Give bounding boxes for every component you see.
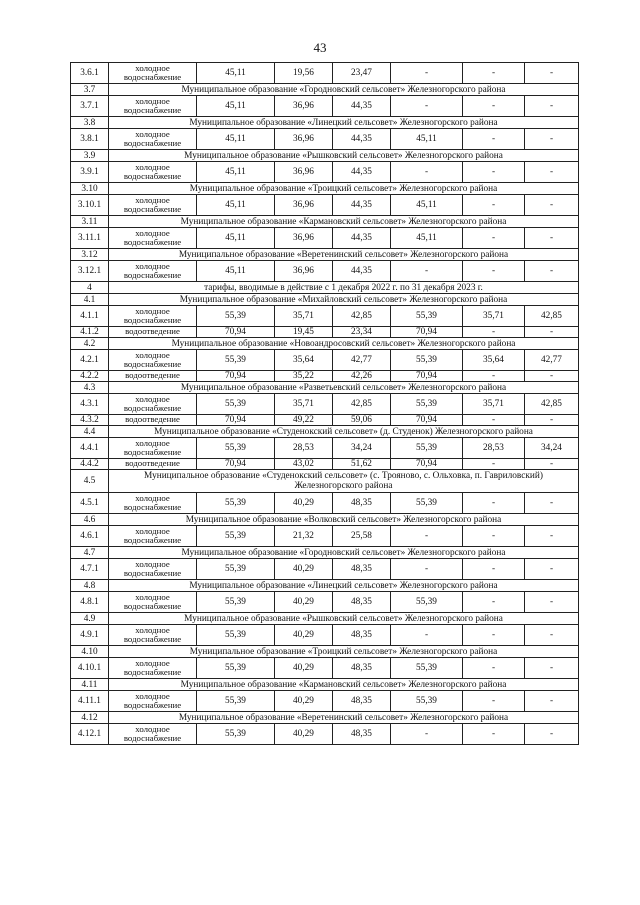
tariff-value-cell: 44,35 bbox=[333, 228, 391, 249]
row-code: 3.8.1 bbox=[71, 129, 109, 150]
tariff-value-cell: - bbox=[525, 526, 579, 547]
tariff-value-cell: 44,35 bbox=[333, 195, 391, 216]
tariff-value-cell: 36,96 bbox=[275, 261, 333, 282]
section-header-row bbox=[71, 679, 579, 691]
service-label: водоотведение bbox=[109, 327, 197, 338]
tariff-value-cell: 45,11 bbox=[197, 228, 275, 249]
tariff-value-cell: 45,11 bbox=[391, 129, 463, 150]
tariff-value-cell: 36,96 bbox=[275, 162, 333, 183]
tariff-value-cell: 45,11 bbox=[197, 129, 275, 150]
tariff-value-cell: - bbox=[463, 162, 525, 183]
tariff-value-cell: 55,39 bbox=[197, 306, 275, 327]
tariff-value-cell: - bbox=[391, 559, 463, 580]
row-code: 4.8.1 bbox=[71, 592, 109, 613]
tariff-value-cell: - bbox=[525, 96, 579, 117]
tariff-value-cell: 42,26 bbox=[333, 371, 391, 382]
tariff-row bbox=[71, 261, 579, 282]
tariff-value-cell: - bbox=[525, 592, 579, 613]
tariff-value-cell: 36,96 bbox=[275, 195, 333, 216]
tariff-value-cell: 28,53 bbox=[463, 438, 525, 459]
tariff-value-cell: 40,29 bbox=[275, 493, 333, 514]
row-code: 3.10.1 bbox=[71, 195, 109, 216]
tariff-table bbox=[70, 62, 579, 745]
tariff-value-cell: - bbox=[391, 162, 463, 183]
tariff-value-cell: - bbox=[463, 129, 525, 150]
row-code: 3.6.1 bbox=[71, 63, 109, 84]
section-title: Муниципальное образование «Студенокский сельсовет» (с. Трояново, с. Ольховка, п. Гавриловский) Железногорского района bbox=[109, 470, 579, 493]
tariff-row bbox=[71, 327, 579, 338]
tariff-value-cell: 49,22 bbox=[275, 415, 333, 426]
row-code: 3.11 bbox=[71, 216, 109, 228]
row-code: 4.4.1 bbox=[71, 438, 109, 459]
section-title: Муниципальное образование «Студенокский сельсовет» (д. Студенок) Железногорского района bbox=[109, 426, 579, 438]
tariff-value-cell: 70,94 bbox=[391, 415, 463, 426]
tariff-value-cell: - bbox=[463, 724, 525, 745]
tariff-value-cell: - bbox=[525, 162, 579, 183]
tariff-value-cell: 40,29 bbox=[275, 592, 333, 613]
tariff-value-cell: 55,39 bbox=[391, 350, 463, 371]
tariff-value-cell: 55,39 bbox=[197, 526, 275, 547]
tariff-value-cell: 40,29 bbox=[275, 658, 333, 679]
tariff-value-cell: 42,77 bbox=[333, 350, 391, 371]
tariff-value-cell: 55,39 bbox=[391, 306, 463, 327]
tariff-row bbox=[71, 526, 579, 547]
tariff-table-body bbox=[71, 63, 579, 745]
tariff-value-cell: 70,94 bbox=[197, 415, 275, 426]
section-title: Муниципальное образование «Разветьевский сельсовет» Железногорского района bbox=[109, 382, 579, 394]
row-code: 4 bbox=[71, 282, 109, 294]
tariff-value-cell: 34,24 bbox=[525, 438, 579, 459]
tariff-value-cell: 48,35 bbox=[333, 592, 391, 613]
row-code: 4.9 bbox=[71, 613, 109, 625]
tariff-row bbox=[71, 228, 579, 249]
tariff-value-cell: - bbox=[525, 371, 579, 382]
tariff-row bbox=[71, 306, 579, 327]
tariff-value-cell: 55,39 bbox=[197, 559, 275, 580]
tariff-value-cell: 55,39 bbox=[197, 592, 275, 613]
tariff-value-cell: - bbox=[463, 493, 525, 514]
service-label: холодное водоснабжение bbox=[109, 592, 197, 613]
section-header-row bbox=[71, 216, 579, 228]
tariff-value-cell: 70,94 bbox=[197, 371, 275, 382]
tariff-value-cell: 25,58 bbox=[333, 526, 391, 547]
section-title: Муниципальное образование «Новоандросовский сельсовет» Железногорского района bbox=[109, 338, 579, 350]
tariff-value-cell: 35,64 bbox=[463, 350, 525, 371]
row-code: 4.12.1 bbox=[71, 724, 109, 745]
tariff-value-cell: 36,96 bbox=[275, 129, 333, 150]
tariff-value-cell: 35,64 bbox=[275, 350, 333, 371]
row-code: 4.4 bbox=[71, 426, 109, 438]
section-title: Муниципальное образование «Михайловский сельсовет» Железногорского района bbox=[109, 294, 579, 306]
row-code: 4.3.2 bbox=[71, 415, 109, 426]
tariff-value-cell: 45,11 bbox=[391, 228, 463, 249]
section-header-row bbox=[71, 547, 579, 559]
tariff-value-cell: 42,85 bbox=[525, 306, 579, 327]
tariff-value-cell: 70,94 bbox=[391, 327, 463, 338]
tariff-value-cell: 42,77 bbox=[525, 350, 579, 371]
tariff-row bbox=[71, 438, 579, 459]
tariff-value-cell: 55,39 bbox=[391, 592, 463, 613]
tariff-value-cell: - bbox=[525, 63, 579, 84]
tariff-value-cell: - bbox=[525, 625, 579, 646]
tariff-value-cell: 35,71 bbox=[275, 394, 333, 415]
tariff-value-cell: - bbox=[463, 592, 525, 613]
section-title: Муниципальное образование «Троицкий сельсовет» Железногорского района bbox=[109, 183, 579, 195]
service-label: холодное водоснабжение bbox=[109, 350, 197, 371]
tariff-value-cell: - bbox=[525, 129, 579, 150]
tariff-value-cell: 45,11 bbox=[197, 162, 275, 183]
tariff-value-cell: 59,06 bbox=[333, 415, 391, 426]
section-header-row bbox=[71, 470, 579, 493]
row-code: 3.12 bbox=[71, 249, 109, 261]
service-label: холодное водоснабжение bbox=[109, 394, 197, 415]
section-title: Муниципальное образование «Линецкий сельсовет» Железногорского района bbox=[109, 117, 579, 129]
tariff-row bbox=[71, 96, 579, 117]
tariff-value-cell: - bbox=[525, 559, 579, 580]
tariff-value-cell: 48,35 bbox=[333, 658, 391, 679]
tariff-value-cell: 40,29 bbox=[275, 724, 333, 745]
tariff-value-cell: 45,11 bbox=[197, 63, 275, 84]
service-label: водоотведение bbox=[109, 415, 197, 426]
tariff-row bbox=[71, 724, 579, 745]
tariff-row bbox=[71, 691, 579, 712]
tariff-value-cell: 55,39 bbox=[197, 691, 275, 712]
row-code: 3.10 bbox=[71, 183, 109, 195]
tariff-value-cell: - bbox=[391, 724, 463, 745]
tariff-value-cell: 45,11 bbox=[197, 96, 275, 117]
row-code: 3.8 bbox=[71, 117, 109, 129]
tariff-value-cell: 48,35 bbox=[333, 691, 391, 712]
tariff-value-cell: 21,32 bbox=[275, 526, 333, 547]
tariff-value-cell: - bbox=[463, 658, 525, 679]
tariff-value-cell: 40,29 bbox=[275, 559, 333, 580]
section-header-row bbox=[71, 183, 579, 195]
section-header-row bbox=[71, 712, 579, 724]
tariff-value-cell: - bbox=[463, 691, 525, 712]
section-header-row bbox=[71, 580, 579, 592]
service-label: холодное водоснабжение bbox=[109, 96, 197, 117]
row-code: 4.1 bbox=[71, 294, 109, 306]
tariff-value-cell: 55,39 bbox=[197, 350, 275, 371]
tariff-row bbox=[71, 658, 579, 679]
tariff-value-cell: 51,62 bbox=[333, 459, 391, 470]
tariff-value-cell: 42,85 bbox=[525, 394, 579, 415]
service-label: холодное водоснабжение bbox=[109, 625, 197, 646]
row-code: 4.6 bbox=[71, 514, 109, 526]
row-code: 4.7 bbox=[71, 547, 109, 559]
tariff-value-cell: - bbox=[391, 96, 463, 117]
row-code: 4.10.1 bbox=[71, 658, 109, 679]
row-code: 3.7.1 bbox=[71, 96, 109, 117]
tariff-value-cell: 23,47 bbox=[333, 63, 391, 84]
service-label: холодное водоснабжение bbox=[109, 438, 197, 459]
tariff-value-cell: - bbox=[525, 415, 579, 426]
tariff-value-cell: 48,35 bbox=[333, 559, 391, 580]
section-title: Муниципальное образование «Веретенинский сельсовет» Железногорского района bbox=[109, 249, 579, 261]
tariff-value-cell: 28,53 bbox=[275, 438, 333, 459]
tariff-value-cell: - bbox=[463, 96, 525, 117]
tariff-value-cell: 43,02 bbox=[275, 459, 333, 470]
tariff-value-cell: 35,71 bbox=[463, 306, 525, 327]
section-title: Муниципальное образование «Рышковский сельсовет» Железногорского района bbox=[109, 150, 579, 162]
service-label: холодное водоснабжение bbox=[109, 228, 197, 249]
tariff-value-cell: 70,94 bbox=[391, 371, 463, 382]
service-label: холодное водоснабжение bbox=[109, 195, 197, 216]
row-code: 4.1.2 bbox=[71, 327, 109, 338]
section-title: Муниципальное образование «Городновский сельсовет» Железногорского района bbox=[109, 84, 579, 96]
tariff-value-cell: 70,94 bbox=[197, 327, 275, 338]
section-header-row bbox=[71, 426, 579, 438]
tariff-row bbox=[71, 162, 579, 183]
tariff-value-cell: 42,85 bbox=[333, 306, 391, 327]
tariff-value-cell: 36,96 bbox=[275, 96, 333, 117]
tariff-value-cell: - bbox=[525, 228, 579, 249]
tariff-value-cell: 55,39 bbox=[391, 493, 463, 514]
service-label: холодное водоснабжение bbox=[109, 129, 197, 150]
section-header-row bbox=[71, 613, 579, 625]
section-header-row bbox=[71, 514, 579, 526]
row-code: 4.11 bbox=[71, 679, 109, 691]
row-code: 4.2.1 bbox=[71, 350, 109, 371]
section-title: Муниципальное образование «Веретенинский сельсовет» Железногорского района bbox=[109, 712, 579, 724]
tariff-value-cell: - bbox=[463, 63, 525, 84]
tariff-row bbox=[71, 129, 579, 150]
row-code: 4.1.1 bbox=[71, 306, 109, 327]
section-header-row bbox=[71, 294, 579, 306]
row-code: 4.3.1 bbox=[71, 394, 109, 415]
row-code: 3.9.1 bbox=[71, 162, 109, 183]
tariff-value-cell: - bbox=[525, 724, 579, 745]
section-header-row bbox=[71, 84, 579, 96]
tariff-value-cell: - bbox=[463, 371, 525, 382]
section-title: Муниципальное образование «Городновский сельсовет» Железногорского района bbox=[109, 547, 579, 559]
section-header-row bbox=[71, 338, 579, 350]
tariff-value-cell: - bbox=[463, 625, 525, 646]
tariff-value-cell: 19,56 bbox=[275, 63, 333, 84]
service-label: холодное водоснабжение bbox=[109, 691, 197, 712]
service-label: водоотведение bbox=[109, 459, 197, 470]
section-title: Муниципальное образование «Троицкий сельсовет» Железногорского района bbox=[109, 646, 579, 658]
tariff-value-cell: 55,39 bbox=[391, 691, 463, 712]
service-label: холодное водоснабжение bbox=[109, 306, 197, 327]
row-code: 4.2 bbox=[71, 338, 109, 350]
row-code: 3.11.1 bbox=[71, 228, 109, 249]
service-label: холодное водоснабжение bbox=[109, 261, 197, 282]
tariff-value-cell: 55,39 bbox=[197, 625, 275, 646]
tariff-row bbox=[71, 195, 579, 216]
tariff-value-cell: 70,94 bbox=[197, 459, 275, 470]
tariff-value-cell: 45,11 bbox=[197, 261, 275, 282]
tariff-value-cell: 55,39 bbox=[391, 394, 463, 415]
row-code: 4.2.2 bbox=[71, 371, 109, 382]
service-label: холодное водоснабжение bbox=[109, 63, 197, 84]
tariff-value-cell: 55,39 bbox=[197, 658, 275, 679]
tariff-value-cell: 34,24 bbox=[333, 438, 391, 459]
tariff-value-cell: - bbox=[463, 415, 525, 426]
tariff-value-cell: - bbox=[391, 63, 463, 84]
section-title: Муниципальное образование «Рышковский сельсовет» Железногорского района bbox=[109, 613, 579, 625]
tariff-value-cell: 44,35 bbox=[333, 129, 391, 150]
tariff-value-cell: - bbox=[391, 625, 463, 646]
row-code: 4.12 bbox=[71, 712, 109, 724]
tariff-value-cell: 55,39 bbox=[197, 493, 275, 514]
section-title: тарифы, вводимые в действие с 1 декабря 2022 г. по 31 декабря 2023 г. bbox=[109, 282, 579, 294]
tariff-value-cell: 35,22 bbox=[275, 371, 333, 382]
row-code: 4.11.1 bbox=[71, 691, 109, 712]
section-header-row bbox=[71, 150, 579, 162]
tariff-value-cell: - bbox=[463, 459, 525, 470]
tariff-value-cell: - bbox=[525, 493, 579, 514]
section-header-row bbox=[71, 249, 579, 261]
tariff-value-cell: 35,71 bbox=[275, 306, 333, 327]
tariff-row bbox=[71, 394, 579, 415]
row-code: 4.10 bbox=[71, 646, 109, 658]
tariff-value-cell: 45,11 bbox=[391, 195, 463, 216]
section-header-row bbox=[71, 382, 579, 394]
section-header-row bbox=[71, 646, 579, 658]
page-number: 43 bbox=[313, 40, 327, 55]
row-code: 4.6.1 bbox=[71, 526, 109, 547]
tariff-value-cell: - bbox=[525, 691, 579, 712]
tariff-value-cell: 42,85 bbox=[333, 394, 391, 415]
tariff-value-cell: - bbox=[463, 559, 525, 580]
tariff-value-cell: - bbox=[525, 195, 579, 216]
tariff-value-cell: 36,96 bbox=[275, 228, 333, 249]
section-header-row bbox=[71, 282, 579, 294]
row-code: 4.4.2 bbox=[71, 459, 109, 470]
tariff-value-cell: - bbox=[391, 526, 463, 547]
tariff-row bbox=[71, 559, 579, 580]
row-code: 4.5 bbox=[71, 470, 109, 493]
section-header-row bbox=[71, 117, 579, 129]
tariff-value-cell: 70,94 bbox=[391, 459, 463, 470]
service-label: холодное водоснабжение bbox=[109, 724, 197, 745]
service-label: холодное водоснабжение bbox=[109, 493, 197, 514]
tariff-value-cell: 55,39 bbox=[391, 438, 463, 459]
row-code: 4.8 bbox=[71, 580, 109, 592]
tariff-value-cell: 45,11 bbox=[197, 195, 275, 216]
row-code: 4.9.1 bbox=[71, 625, 109, 646]
tariff-value-cell: - bbox=[525, 658, 579, 679]
tariff-value-cell: - bbox=[463, 327, 525, 338]
tariff-value-cell: - bbox=[525, 327, 579, 338]
tariff-value-cell: 55,39 bbox=[197, 394, 275, 415]
tariff-value-cell: 44,35 bbox=[333, 96, 391, 117]
tariff-row bbox=[71, 625, 579, 646]
service-label: водоотведение bbox=[109, 371, 197, 382]
tariff-value-cell: - bbox=[391, 261, 463, 282]
service-label: холодное водоснабжение bbox=[109, 162, 197, 183]
tariff-value-cell: - bbox=[463, 195, 525, 216]
section-title: Муниципальное образование «Кармановский сельсовет» Железногорского района bbox=[109, 216, 579, 228]
tariff-value-cell: - bbox=[463, 228, 525, 249]
row-code: 3.9 bbox=[71, 150, 109, 162]
service-label: холодное водоснабжение bbox=[109, 526, 197, 547]
row-code: 4.7.1 bbox=[71, 559, 109, 580]
row-code: 4.5.1 bbox=[71, 493, 109, 514]
tariff-value-cell: 48,35 bbox=[333, 493, 391, 514]
tariff-value-cell: - bbox=[463, 261, 525, 282]
tariff-value-cell: 55,39 bbox=[197, 724, 275, 745]
tariff-value-cell: 48,35 bbox=[333, 625, 391, 646]
tariff-value-cell: - bbox=[525, 459, 579, 470]
section-title: Муниципальное образование «Кармановский сельсовет» Железногорского района bbox=[109, 679, 579, 691]
tariff-value-cell: 40,29 bbox=[275, 625, 333, 646]
tariff-row bbox=[71, 592, 579, 613]
service-label: холодное водоснабжение bbox=[109, 559, 197, 580]
tariff-value-cell: 44,35 bbox=[333, 261, 391, 282]
tariff-row bbox=[71, 350, 579, 371]
tariff-value-cell: 55,39 bbox=[197, 438, 275, 459]
row-code: 3.12.1 bbox=[71, 261, 109, 282]
row-code: 4.3 bbox=[71, 382, 109, 394]
tariff-row bbox=[71, 493, 579, 514]
tariff-value-cell: 44,35 bbox=[333, 162, 391, 183]
section-title: Муниципальное образование «Линецкий сельсовет» Железногорского района bbox=[109, 580, 579, 592]
tariff-value-cell: 35,71 bbox=[463, 394, 525, 415]
tariff-value-cell: 19,45 bbox=[275, 327, 333, 338]
tariff-value-cell: 40,29 bbox=[275, 691, 333, 712]
tariff-value-cell: 23,34 bbox=[333, 327, 391, 338]
tariff-row bbox=[71, 63, 579, 84]
service-label: холодное водоснабжение bbox=[109, 658, 197, 679]
tariff-value-cell: - bbox=[463, 526, 525, 547]
tariff-value-cell: - bbox=[525, 261, 579, 282]
tariff-row bbox=[71, 459, 579, 470]
tariff-row bbox=[71, 415, 579, 426]
tariff-row bbox=[71, 371, 579, 382]
section-title: Муниципальное образование «Волковский сельсовет» Железногорского района bbox=[109, 514, 579, 526]
tariff-value-cell: 48,35 bbox=[333, 724, 391, 745]
tariff-value-cell: 55,39 bbox=[391, 658, 463, 679]
row-code: 3.7 bbox=[71, 84, 109, 96]
